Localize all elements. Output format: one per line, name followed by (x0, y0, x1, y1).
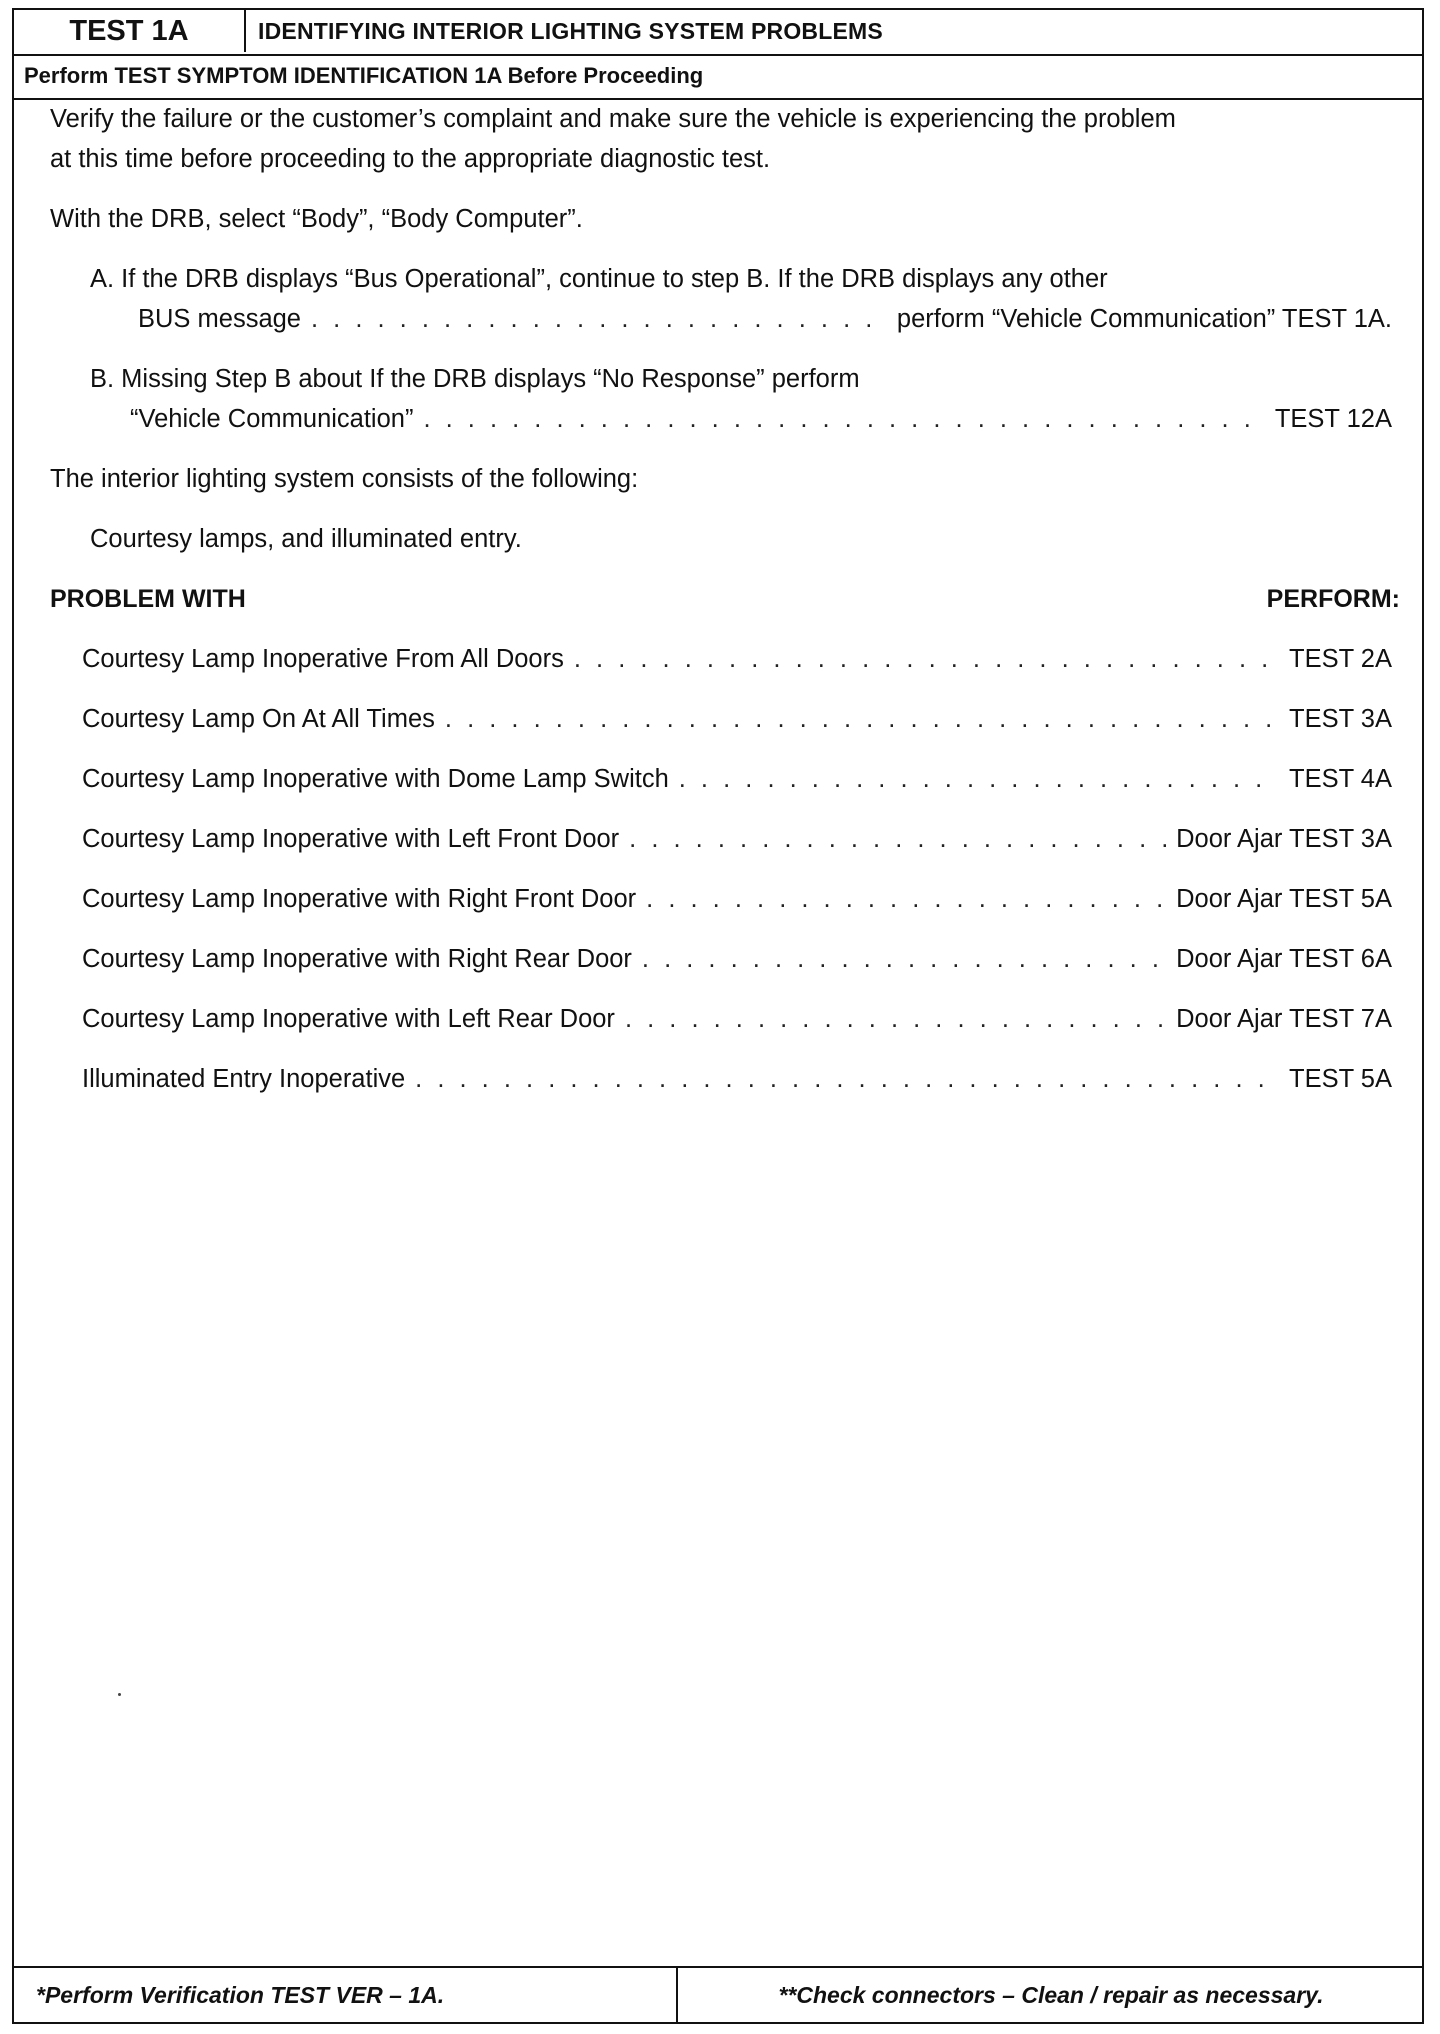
step-a-line-1: A. If the DRB displays “Bus Operational”, continue to step B. If the DRB displays any other (90, 265, 1108, 293)
table-row (82, 1060, 1392, 1099)
header-row (14, 10, 1422, 56)
intro-line-2: at this time before proceeding to the appropriate diagnostic test. (50, 145, 771, 173)
leader-dots (445, 700, 1279, 739)
footer (14, 1966, 1422, 2022)
leader-dots (311, 300, 887, 339)
leader-dots (679, 760, 1279, 799)
step-b-line-1: B. Missing Step B about If the DRB displays “No Response” perform (90, 365, 860, 393)
row-perform: TEST 4A (1289, 765, 1392, 793)
col-problem-heading: PROBLEM WITH (50, 585, 246, 613)
step-a-label: BUS message (138, 305, 301, 333)
leader-dots (415, 1060, 1279, 1099)
scan-speck (118, 1693, 121, 1696)
footer-verification-note: *Perform Verification TEST VER – 1A. (14, 1968, 678, 2022)
row-perform: TEST 2A (1289, 645, 1392, 673)
step-b-label: “Vehicle Communication” (130, 405, 414, 433)
prerequisite-note: Perform TEST SYMPTOM IDENTIFICATION 1A Before Proceeding (14, 54, 1422, 100)
step-a-value: perform “Vehicle Communication” TEST 1A. (896, 305, 1392, 333)
row-problem: Courtesy Lamp On At All Times (82, 705, 435, 733)
table-row (82, 1000, 1392, 1039)
test-title: IDENTIFYING INTERIOR LIGHTING SYSTEM PROBLEMS (258, 17, 883, 44)
table-row (82, 700, 1392, 739)
leader-dots (574, 640, 1279, 679)
system-components: Courtesy lamps, and illuminated entry. (90, 525, 522, 553)
intro-line-1: Verify the failure or the customer’s complaint and make sure the vehicle is experiencing the problem (50, 105, 1176, 133)
row-problem: Courtesy Lamp Inoperative with Right Rear Door (82, 945, 632, 973)
row-perform: TEST 3A (1289, 705, 1392, 733)
row-perform: Door Ajar TEST 5A (1176, 885, 1392, 913)
row-problem: Courtesy Lamp Inoperative with Left Front Door (82, 825, 620, 853)
leader-dots (646, 880, 1166, 919)
step-b-value: TEST 12A (1274, 405, 1392, 433)
leader-dots (629, 820, 1166, 859)
row-problem: Illuminated Entry Inoperative (82, 1065, 406, 1093)
table-row (82, 760, 1392, 799)
document-frame (12, 8, 1424, 2024)
row-perform: TEST 5A (1289, 1065, 1392, 1093)
leader-dots (642, 940, 1166, 979)
table-row (82, 820, 1392, 859)
footer-connector-note: **Check connectors – Clean / repair as necessary. (778, 1981, 1324, 2008)
step-a-line-2 (138, 300, 1392, 339)
col-perform-heading: PERFORM: (1266, 585, 1400, 613)
row-perform: Door Ajar TEST 6A (1176, 945, 1392, 973)
table-header (50, 580, 1400, 619)
leader-dots (625, 1000, 1166, 1039)
row-problem: Courtesy Lamp Inoperative From All Doors (82, 645, 564, 673)
row-perform: Door Ajar TEST 7A (1176, 1005, 1392, 1033)
step-b-line-2 (130, 400, 1392, 439)
intro-select: With the DRB, select “Body”, “Body Computer”. (50, 205, 583, 233)
system-consists: The interior lighting system consists of the following: (50, 465, 639, 493)
row-perform: Door Ajar TEST 3A (1176, 825, 1392, 853)
test-id: TEST 1A (14, 10, 246, 52)
leader-dots (423, 400, 1264, 439)
table-row (82, 940, 1392, 979)
table-row (82, 640, 1392, 679)
row-problem: Courtesy Lamp Inoperative with Left Rear Door (82, 1005, 615, 1033)
row-problem: Courtesy Lamp Inoperative with Right Front Door (82, 885, 637, 913)
row-problem: Courtesy Lamp Inoperative with Dome Lamp Switch (82, 765, 669, 793)
table-row (82, 880, 1392, 919)
